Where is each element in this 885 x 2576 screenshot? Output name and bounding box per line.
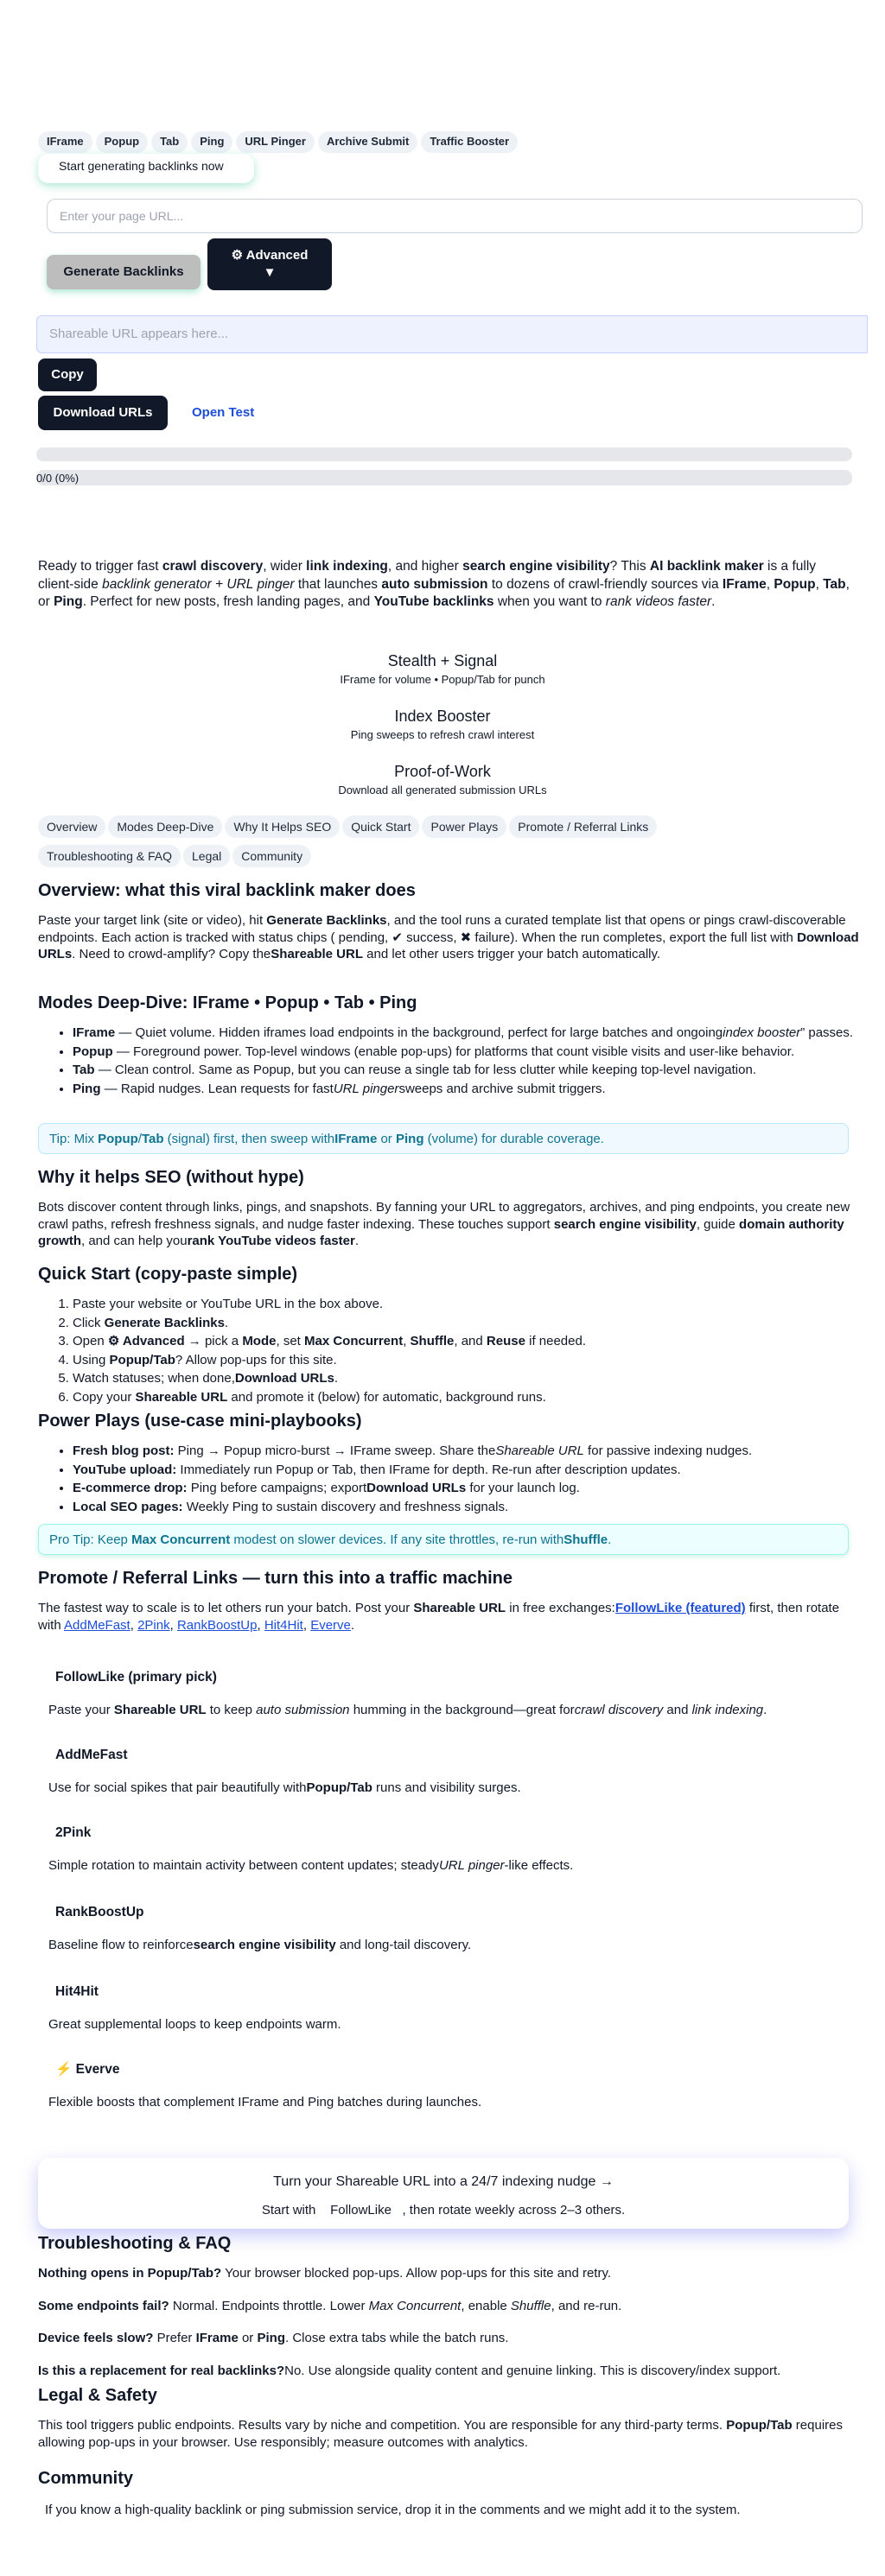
promote-title: Promote / Referral Links — turn this into a traffic machine <box>38 1569 513 1588</box>
card-text: Great supplemental loops to keep endpoints warm. <box>48 2017 341 2033</box>
card-title: AddMeFast <box>55 1748 128 1762</box>
list-item: • Ping — Rapid nudges. Lean requests for fastURL pingersweeps and archive submit triggers. <box>73 1081 859 1098</box>
cta-banner[interactable] <box>38 2158 849 2229</box>
community-section <box>38 2467 859 2519</box>
link-hit4hit[interactable]: Hit4Hit <box>264 1617 303 1633</box>
legal-section <box>38 2384 859 2451</box>
link-addmefast[interactable]: AddMeFast <box>64 1617 131 1633</box>
card-hit4hit <box>48 1983 852 2034</box>
feature-proof-of-work <box>0 762 885 798</box>
tab-traffic-booster[interactable]: Traffic Booster <box>421 131 518 153</box>
card-title: Hit4Hit <box>55 1984 99 1999</box>
open-test-link[interactable]: Open Test <box>192 405 255 420</box>
card-text: Paste your Shareable URL to keep auto submission humming in the background—great forcrawl discovery and link indexing. <box>48 1703 767 1718</box>
tab-tab[interactable]: Tab <box>151 131 188 153</box>
card-text: Simple rotation to maintain activity between content updates; steadyURL pinger-like effects. <box>48 1858 574 1874</box>
overview-section <box>38 879 859 963</box>
faq-item: Is this a replacement for real backlinks?No. Use alongside quality content and genuine linking. This is discovery/index support. <box>38 2363 781 2378</box>
card-rankboostup <box>48 1904 852 1954</box>
feature-title: Index Booster <box>394 707 491 725</box>
nav-quick-start[interactable]: Quick Start <box>342 815 419 838</box>
list-item: 3. Open ⚙ Advanced → pick a Mode, set Max Concurrent, Shuffle, and Reuse if needed. <box>73 1333 859 1350</box>
faq-item: Nothing opens in Popup/Tab? Your browser blocked pop-ups. Allow pop-ups for this site and retry. <box>38 2266 612 2281</box>
feature-title: Stealth + Signal <box>387 652 498 669</box>
list-item: • E-commerce drop: Ping before campaigns; exportDownload URLs for your launch log. <box>73 1480 859 1497</box>
feature-title: Proof-of-Work <box>394 763 491 780</box>
why-seo-section <box>38 1166 859 1250</box>
card-title: RankBoostUp <box>55 1905 144 1919</box>
list-item: • Local SEO pages: Weekly Ping to sustain discovery and freshness signals. <box>73 1499 859 1516</box>
card-title: ⚡ Everve <box>55 2062 120 2077</box>
pro-tip-box: Pro Tip: Keep Max Concurrent modest on slower devices. If any site throttles, re-run withShuffle. <box>38 1524 849 1555</box>
card-title: 2Pink <box>55 1825 92 1840</box>
section-nav <box>38 815 712 874</box>
url-input[interactable]: Enter your page URL... <box>47 199 863 233</box>
nav-overview[interactable]: Overview <box>38 815 105 838</box>
tab-url-pinger[interactable]: URL Pinger <box>236 131 315 153</box>
list-item: • Popup — Foreground power. Top-level windows (enable pop-ups) for platforms that count visible visits and user-like behavior. <box>73 1044 859 1061</box>
nav-why-seo[interactable]: Why It Helps SEO <box>225 815 340 838</box>
faq-item: Device feels slow? Prefer IFrame or Ping. Close extra tabs while the batch runs. <box>38 2331 509 2345</box>
cta-headline: Turn your Shareable URL into a 24/7 indexing nudge → <box>273 2174 614 2189</box>
link-everve[interactable]: Everve <box>310 1617 351 1633</box>
list-item: • Fresh blog post: Ping → Popup micro-burst → IFrame sweep. Share theShareable URL for passive indexing nudges. <box>73 1443 859 1460</box>
generate-backlinks-button[interactable]: Generate Backlinks <box>47 255 201 289</box>
list-item: 2. Click Generate Backlinks. <box>73 1315 859 1332</box>
card-addmefast <box>48 1747 852 1797</box>
tab-archive-submit[interactable]: Archive Submit <box>318 131 417 153</box>
cta-subline: Start with FollowLike , then rotate weekly across 2–3 others. <box>261 2202 626 2218</box>
tab-ping[interactable]: Ping <box>191 131 232 153</box>
card-2pink <box>48 1824 852 1875</box>
list-item: 6. Copy your Shareable URL and promote it (below) for automatic, background runs. <box>73 1389 859 1406</box>
advanced-label: ⚙ Advanced <box>231 248 309 263</box>
progress-bar <box>36 470 852 485</box>
copy-button[interactable]: Copy <box>38 358 97 391</box>
shareable-url-input[interactable]: Shareable URL appears here... <box>36 315 868 353</box>
feature-sub: IFrame for volume • Popup/Tab for punch <box>340 673 545 687</box>
feature-sub: Download all generated submission URLs <box>338 784 547 797</box>
link-followlike-featured[interactable]: FollowLike (featured) <box>614 1601 746 1615</box>
list-item: • IFrame — Quiet volume. Hidden iframes load endpoints in the background, perfect for large batches and ongoingindex booster” passes. <box>73 1025 859 1042</box>
nav-community[interactable]: Community <box>232 845 311 867</box>
promote-text: The fastest way to scale is to let others run your batch. Post your Shareable URL in free exchanges:FollowLike (featured) first, then rotate with AddMeFast, 2Pink, RankBoostUp, Hit4Hit, Everve. <box>38 1601 840 1633</box>
legal-text: This tool triggers public endpoints. Results vary by niche and competition. You are responsible for any third-party terms. Popup/Tab requires allowing pop-ups in your browser. Use responsibly; measure outcomes with analytics. <box>38 2418 843 2450</box>
nav-power-plays[interactable]: Power Plays <box>422 815 506 838</box>
mode-tabs <box>38 131 521 153</box>
link-rankboostup[interactable]: RankBoostUp <box>176 1617 258 1633</box>
feature-index-booster <box>0 707 885 743</box>
community-text: If you know a high-quality backlink or ping submission service, drop it in the comments and we might add it to the system. <box>45 2503 741 2517</box>
chevron-down-icon: ▼ <box>263 264 277 280</box>
power-plays-section <box>38 1410 859 1517</box>
start-hint: Start generating backlinks now <box>38 154 254 183</box>
faq-title: Troubleshooting & FAQ <box>38 2234 232 2253</box>
quick-list <box>38 1296 859 1405</box>
community-title: Community <box>38 2469 133 2488</box>
modes-title: Modes Deep-Dive: IFrame • Popup • Tab • Ping <box>38 993 417 1012</box>
modes-list <box>38 1025 859 1097</box>
feature-stealth <box>0 651 885 688</box>
list-item: 4. Using Popup/Tab? Allow pop-ups for this site. <box>73 1352 859 1369</box>
nav-legal[interactable]: Legal <box>183 845 230 867</box>
quick-start-section <box>38 1263 859 1407</box>
why-title: Why it helps SEO (without hype) <box>38 1168 304 1187</box>
faq-section <box>38 2232 859 2379</box>
nav-modes[interactable]: Modes Deep-Dive <box>108 815 222 838</box>
faq-item: Some endpoints fail? Normal. Endpoints throttle. Lower Max Concurrent, enable Shuffle, and re-run. <box>38 2298 622 2313</box>
intro-paragraph: Ready to trigger fast crawl discovery, wider link indexing, and higher search engine visibility? This AI backlink maker is a fully client-side backlink generator + URL pinger that launches auto submission to dozens of crawl-friendly sources via IFrame, Popup, Tab, or Ping. Perfect for new posts, fresh landing pages, and YouTube backlinks when you want to rank videos faster. <box>38 559 850 610</box>
nav-promote[interactable]: Promote / Referral Links <box>509 815 657 838</box>
progress-bar-top <box>36 447 852 461</box>
overview-text: Paste your target link (site or video), hit Generate Backlinks, and the tool runs a curated template list that opens or pings crawl-discoverable endpoints. Each action is tracked with status chips ( pending, ✔ success, ✖ failure). When the run completes, export the full list with Download URLs. Need to crowd-amplify? Copy theShareable URL and let other users trigger your batch automatically. <box>38 913 859 961</box>
card-text: Use for social spikes that pair beautifully withPopup/Tab runs and visibility surges. <box>48 1780 521 1796</box>
card-text: Flexible boosts that complement IFrame and Ping batches during launches. <box>48 2095 482 2110</box>
promote-section <box>38 1567 859 1634</box>
overview-title: Overview: what this viral backlink maker does <box>38 881 416 900</box>
card-everve <box>48 2061 852 2111</box>
quick-title: Quick Start (copy-paste simple) <box>38 1265 298 1284</box>
why-text: Bots discover content through links, pings, and snapshots. By fanning your URL to aggregators, archives, and ping endpoints, you create new crawl paths, refresh freshness signals, and nudge faster indexing. These touches support search engine visibility, guide domain authority growth, and can help yourank YouTube videos faster. <box>38 1200 850 1248</box>
tab-iframe[interactable]: IFrame <box>38 131 92 153</box>
list-item: • Tab — Clean control. Same as Popup, but you can reuse a single tab for less clutter while keeping top-level navigation. <box>73 1062 859 1079</box>
list-item: 1. Paste your website or YouTube URL in the box above. <box>73 1296 859 1313</box>
list-item: 5. Watch statuses; when done,Download URLs. <box>73 1370 859 1387</box>
legal-title: Legal & Safety <box>38 2386 157 2405</box>
plays-title: Power Plays (use-case mini-playbooks) <box>38 1412 362 1431</box>
tab-popup[interactable]: Popup <box>96 131 148 153</box>
feature-sub: Ping sweeps to refresh crawl interest <box>350 728 535 742</box>
nav-faq[interactable]: Troubleshooting & FAQ <box>38 845 181 867</box>
card-followlike <box>48 1669 852 1719</box>
modes-section <box>38 992 859 1099</box>
card-text: Baseline flow to reinforcesearch engine visibility and long-tail discovery. <box>48 1938 472 1953</box>
list-item: • YouTube upload: Immediately run Popup or Tab, then IFrame for depth. Re-run after description updates. <box>73 1462 859 1479</box>
link-2pink[interactable]: 2Pink <box>137 1617 170 1633</box>
download-urls-button[interactable]: Download URLs <box>38 396 168 430</box>
card-title: FollowLike (primary pick) <box>55 1670 217 1685</box>
tip-box: Tip: Mix Popup/Tab (signal) first, then sweep withIFrame or Ping (volume) for durable coverage. <box>38 1123 849 1154</box>
progress-text: 0/0 (0%) <box>36 472 80 485</box>
advanced-button[interactable] <box>207 238 332 290</box>
plays-list <box>38 1443 859 1515</box>
